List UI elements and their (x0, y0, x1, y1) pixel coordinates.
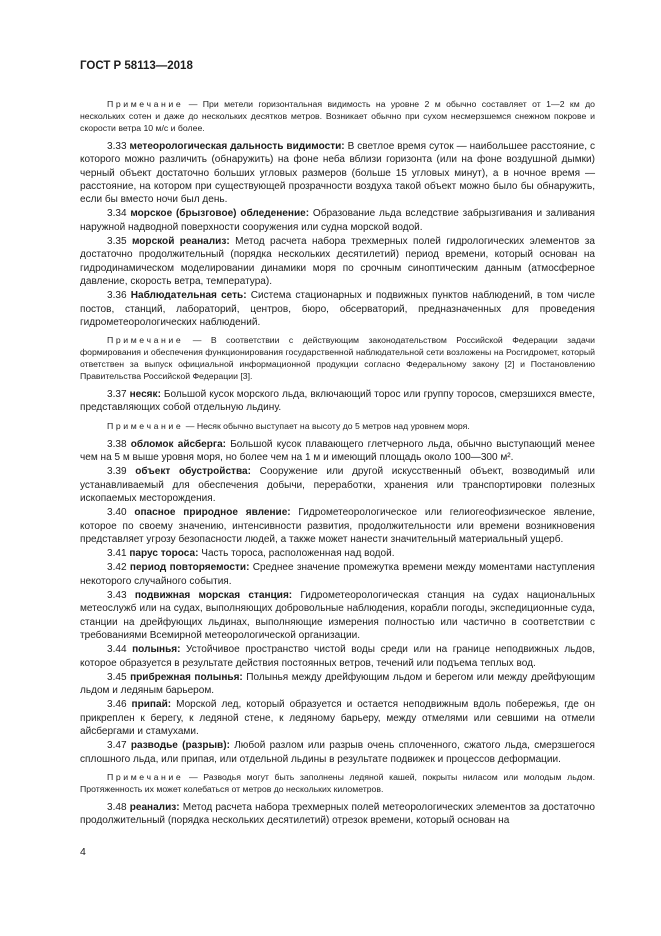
note-dash: — (183, 771, 204, 782)
term-definition-3-39 (80, 465, 595, 505)
term-name: парус тороса: (129, 548, 199, 560)
term-name: период повторяемости: (129, 562, 250, 574)
term-text: Среднее значение промежутка времени между моментами наступления некоторого случайного события. (80, 562, 595, 587)
note-label: Примечание (107, 99, 184, 109)
note-paragraph (80, 771, 595, 795)
clause-number: 3.45 (107, 671, 127, 683)
note-paragraph (80, 334, 595, 382)
term-definition-3-41 (80, 547, 595, 560)
note-text: В соответствии с действующим законодательством Российской Федерации задачи формирования и обеспечения функционирования государственной наблюдательной сети возложены на Росгидромет, который ответствен за выпуск официальной информационной продукции согласно Федеральному закону [2] и Постановлению Правительства Российской Федерации [3]. (80, 335, 595, 382)
standard-header: ГОСТ Р 58113—2018 (80, 60, 193, 72)
term-name: подвижная морская станция: (134, 590, 293, 602)
term-text: Морской лед, который образуется и остается неподвижным вдоль побережья, где он прикреплен к берегу, к ледяной стене, к ледяному барьеру, между отмелями или севшими на отмели айсбергами и стамухами. (80, 699, 595, 737)
clause-number: 3.34 (107, 208, 127, 220)
clause-number: 3.46 (107, 699, 127, 711)
term-text: Система стационарных и подвижных пунктов наблюдений, в том числе постов, станций, лабораторий, центров, бюро, обсерваторий, предназначенных для проведения гидрометеорологических наблюдений. (80, 290, 595, 328)
note-text: Разводья могут быть заполнены ледяной кашей, покрыты ниласом или молодым льдом. Протяженность их может колебаться от метров до нескольких километров. (80, 771, 596, 794)
term-definition-3-37 (80, 388, 595, 415)
term-name: полынья: (132, 644, 181, 656)
term-definition-3-40 (80, 506, 595, 546)
term-definition-3-36 (80, 289, 595, 329)
term-definition-3-46 (80, 698, 595, 738)
term-text: Любой разлом или разрыв очень сплоченного, сжатого льда, смерзшегося сплошного льда, или припая, или отдельной льдины в результате подвижек и процессов деформации. (80, 740, 595, 765)
term-definition-3-34 (80, 207, 595, 234)
term-definition-3-45 (80, 671, 595, 698)
page-number: 4 (80, 846, 86, 858)
term-text: Часть тороса, расположенная над водой. (198, 548, 395, 560)
term-definition-3-47 (80, 739, 595, 766)
note-dash: — (183, 335, 211, 346)
term-definition-3-44 (80, 643, 595, 670)
clause-number: 3.43 (107, 590, 127, 602)
term-definition-3-35 (80, 235, 595, 288)
clause-number: 3.37 (107, 389, 127, 401)
term-text: В светлое время суток — наибольшее расстояние, с которого можно различить (обнаружить) на фоне неба вблизи горизонта (или на фоне воздушной дымки) черный объект достаточно больших угловых размеров (больше 15 угловых минут), а в ночное время — расстояние, на котором при существующей прозрачности воздуха такой объект можно было бы обнаружить, если бы вместо ночи был день. (80, 141, 595, 206)
term-definition-3-38 (80, 438, 595, 465)
clause-number: 3.48 (107, 801, 127, 813)
note-text: Несяк обычно выступает на высоту до 5 метров над уровнем моря. (196, 420, 470, 431)
term-name: реанализ: (129, 801, 180, 813)
term-text: Полынья между дрейфующим льдом и берегом или между дрейфующим льдом и ледяным барьером. (80, 671, 595, 697)
term-name: опасное природное явление: (134, 507, 291, 519)
term-text: Гидрометеорологическое или гелиогеофизическое явление, которое по своему значению, интенсивности развития, продолжительности или времени возникновения представляет угрозу безопасности людей, а также может нанести значительный материальный ущерб. (80, 507, 596, 545)
term-name: несяк: (129, 389, 161, 401)
clause-number: 3.36 (107, 290, 127, 302)
term-text: Сооружение или другой искусственный объект, возводимый или устанавливаемый для обеспечения добычи, переработки, хранения или транспортировки полезных ископаемых месторождения. (80, 466, 595, 504)
term-name: объект обустройства: (135, 466, 251, 478)
note-paragraph (80, 420, 595, 432)
term-text: Метод расчета набора трехмерных полей метеорологических элементов за достаточно продолжительный (порядка нескольких десятилетий) отрезок времени, который основан на (80, 801, 596, 827)
term-name: прибрежная полынья: (130, 671, 243, 683)
term-text: Образование льда вследствие забрызгивания и заливания наружной надводной поверхности сооружения или судна морской водой. (80, 208, 595, 233)
clause-number: 3.33 (107, 141, 127, 152)
term-text: Большой кусок морского льда, включающий торос или группу торосов, смерзшихся вместе, представляющих собой отдельную льдину. (80, 389, 595, 414)
term-name: метеорологическая дальность видимости: (129, 141, 345, 152)
clause-number: 3.44 (107, 644, 127, 656)
clause-number: 3.47 (107, 740, 127, 752)
note-label: Примечание (107, 420, 184, 431)
term-text: Устойчивое пространство чистой воды среди или на границе неподвижных льдов, которое образуется в результате действия постоянных ветров, течений или подъема теплых вод. (80, 644, 595, 669)
clause-number: 3.40 (107, 507, 127, 519)
note-text: При метели горизонтальная видимость на уровне 2 м обычно составляет от 1—2 км до нескольких сотен и даже до нескольких десятков метров. Возникает обычно при сухом несмерзшемся снежном покрове и скорости ветра 10 м/с и более. (80, 99, 595, 133)
note-label: Примечание (107, 335, 184, 346)
term-name: Наблюдательная сеть: (130, 290, 247, 302)
note-paragraph (80, 98, 595, 134)
note-label: Примечание (107, 771, 184, 782)
clause-number: 3.38 (107, 438, 127, 450)
term-text: Большой кусок плавающего глетчерного льда, обычно выступающий менее чем на 5 м выше уровня моря, но более чем на 1 м и имеющий площадь около 100—300 м². (80, 438, 595, 464)
term-definition-3-43 (80, 589, 595, 642)
clause-number: 3.42 (107, 562, 127, 574)
term-text: Гидрометеорологическая станция на судах национальных метеослужб или на судах, выполняющих добровольные наблюдения, корабли погоды, экспедиционные суда, станции на дрейфующих льдинах, выполняющие измерения полностью или частично в соответствии с требованиями Всемирной метеорологической организации. (80, 590, 595, 641)
note-dash: — (183, 420, 197, 431)
term-name: обломок айсберга: (130, 438, 227, 450)
clause-number: 3.35 (107, 236, 127, 248)
term-definition-3-42 (80, 561, 595, 588)
term-definition-3-48 (80, 801, 595, 828)
term-name: припай: (131, 699, 172, 711)
clause-number: 3.41 (107, 548, 127, 560)
document-body (80, 98, 595, 828)
term-name: морское (брызговое) обледенение: (130, 208, 310, 220)
note-dash: — (183, 99, 203, 109)
term-name: разводье (разрыв): (130, 740, 230, 752)
term-definition-3-33 (80, 140, 595, 206)
term-name: морской реанализ: (132, 236, 230, 248)
term-text: Метод расчета набора трехмерных полей гидрологических элементов за достаточно продолжительный (порядка нескольких десятилетий) период времени, который основан на гидродинамическом моделировании динамики моря по срочным синоптическим данным (атмосферное давление, скорость ветра, температура). (80, 236, 595, 287)
clause-number: 3.39 (107, 466, 127, 478)
